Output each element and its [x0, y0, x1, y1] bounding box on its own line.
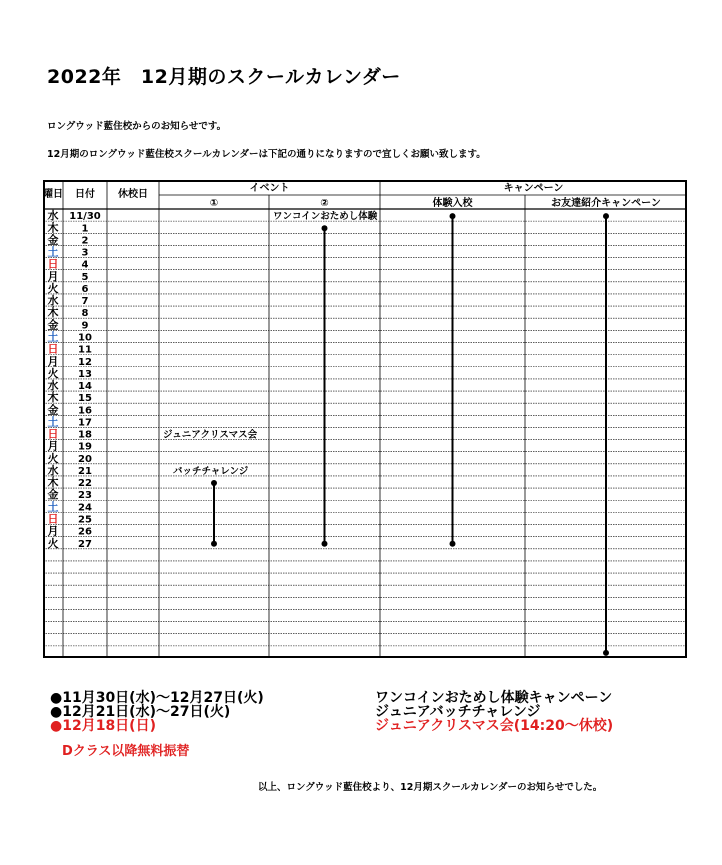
date-cell: 20 [78, 453, 92, 465]
date-cell: 25 [78, 514, 92, 526]
weekday-cell: 火 [47, 281, 59, 295]
date-cell: 9 [81, 320, 89, 332]
header-trial: 体験入校 [432, 198, 473, 209]
date-cell: 21 [78, 465, 92, 477]
period-end-dot [450, 541, 456, 547]
weekday-cell: 日 [47, 427, 59, 441]
weekday-cell: 木 [47, 221, 59, 235]
date-cell: 26 [78, 526, 92, 538]
weekday-cell: 水 [47, 379, 59, 393]
date-cell: 5 [81, 271, 89, 283]
weekday-cell: 火 [47, 451, 59, 465]
date-cell: 17 [78, 417, 92, 429]
period-end-dot [211, 541, 217, 547]
header-weekday: 曜日 [43, 189, 63, 200]
date-cell: 24 [78, 502, 92, 514]
summary-bullet: ● [50, 718, 63, 734]
weekday-cell: 金 [47, 403, 59, 417]
date-cell: 14 [78, 381, 92, 393]
period-end-dot [322, 541, 328, 547]
date-cell: 13 [78, 368, 92, 380]
weekday-cell: 木 [47, 391, 59, 405]
weekday-cell: 水 [47, 294, 59, 308]
weekday-cell: 土 [47, 500, 59, 514]
weekday-cell: 土 [47, 245, 59, 259]
weekday-cell: 日 [47, 512, 59, 526]
event-label: バッチチャレンジ [173, 465, 249, 477]
weekday-cell: 金 [47, 488, 59, 502]
notice-line-2: 12月期のロングウッド藍住校スクールカレンダーは下記の通りになりますので宜しくお願い致します。 [47, 149, 486, 160]
weekday-cell: 水 [47, 209, 59, 223]
summary-desc-2: ジュニアバッチチャレンジ [375, 704, 541, 720]
date-cell: 11/30 [69, 211, 101, 223]
summary-dates: 12月18日(日) [62, 718, 156, 734]
date-cell: 10 [78, 332, 92, 344]
period-end-dot [603, 650, 609, 656]
header-event-1: ① [209, 198, 219, 209]
weekday-cell: 土 [47, 415, 59, 429]
date-cell: 11 [78, 344, 92, 356]
header-campaign: キャンペーン [503, 183, 564, 194]
table-border [44, 181, 686, 657]
date-cell: 3 [81, 247, 89, 259]
date-cell: 23 [78, 490, 92, 502]
date-cell: 22 [78, 478, 92, 490]
weekday-cell: 金 [47, 318, 59, 332]
date-cell: 19 [78, 441, 92, 453]
date-cell: 16 [78, 405, 92, 417]
period-start-dot [450, 213, 456, 219]
weekday-cell: 木 [47, 306, 59, 320]
header-referral: お友達紹介キャンペーン [551, 198, 661, 209]
date-cell: 6 [81, 283, 89, 295]
weekday-cell: 水 [47, 463, 59, 477]
weekday-cell: 火 [47, 536, 59, 550]
weekday-cell: 火 [47, 366, 59, 380]
summary-bullet: ● [50, 690, 63, 706]
header-event-2: ② [320, 198, 329, 209]
summary-dates: 12月21日(水)～27日(火) [62, 704, 231, 720]
free-transfer-note: Dクラス以降無料振替 [62, 744, 190, 759]
summary-bullet: ● [50, 704, 63, 720]
weekday-cell: 日 [47, 342, 59, 356]
summary-dates: 11月30日(水)～12月27日(火) [62, 690, 264, 706]
period-start-dot [211, 480, 217, 486]
calendar-table [43, 180, 687, 658]
period-start-dot [603, 213, 609, 219]
date-cell: 7 [81, 296, 89, 308]
summary-row-2 [50, 705, 230, 719]
footer-note: 以上、ロングウッド藍住校より、12月期スクールカレンダーのお知らせでした。 [258, 782, 603, 793]
weekday-cell: 日 [47, 257, 59, 271]
weekday-cell: 土 [47, 330, 59, 344]
date-cell: 8 [81, 308, 89, 320]
date-cell: 15 [78, 393, 92, 405]
weekday-cell: 月 [47, 354, 59, 368]
weekday-cell: 月 [47, 524, 59, 538]
weekday-cell: 金 [47, 233, 59, 247]
summary-row-1 [50, 691, 264, 705]
date-cell: 27 [78, 538, 92, 550]
date-cell: 12 [78, 356, 92, 368]
notice-line-1: ロングウッド藍住校からのお知らせです。 [47, 121, 227, 132]
header-event: イベント [249, 183, 290, 194]
summary-desc-1: ワンコインおためし体験キャンペーン [375, 690, 613, 706]
date-cell: 18 [78, 429, 92, 441]
event-label: ワンコインおためし体験 [273, 211, 378, 223]
weekday-cell: 木 [47, 476, 59, 490]
date-cell: 4 [81, 259, 89, 271]
weekday-cell: 月 [47, 439, 59, 453]
date-cell: 1 [81, 223, 89, 235]
header-holiday: 休校日 [118, 189, 148, 200]
date-cell: 2 [81, 235, 89, 247]
period-start-dot [322, 225, 328, 231]
event-label: ジュニアクリスマス会 [163, 429, 258, 441]
weekday-cell: 月 [47, 269, 59, 283]
summary-desc-3: ジュニアクリスマス会(14:20～休校) [375, 718, 614, 734]
header-date: 日付 [75, 189, 95, 200]
page-title: 2022年 12月期のスクールカレンダー [47, 66, 401, 88]
summary-row-3 [50, 719, 156, 733]
